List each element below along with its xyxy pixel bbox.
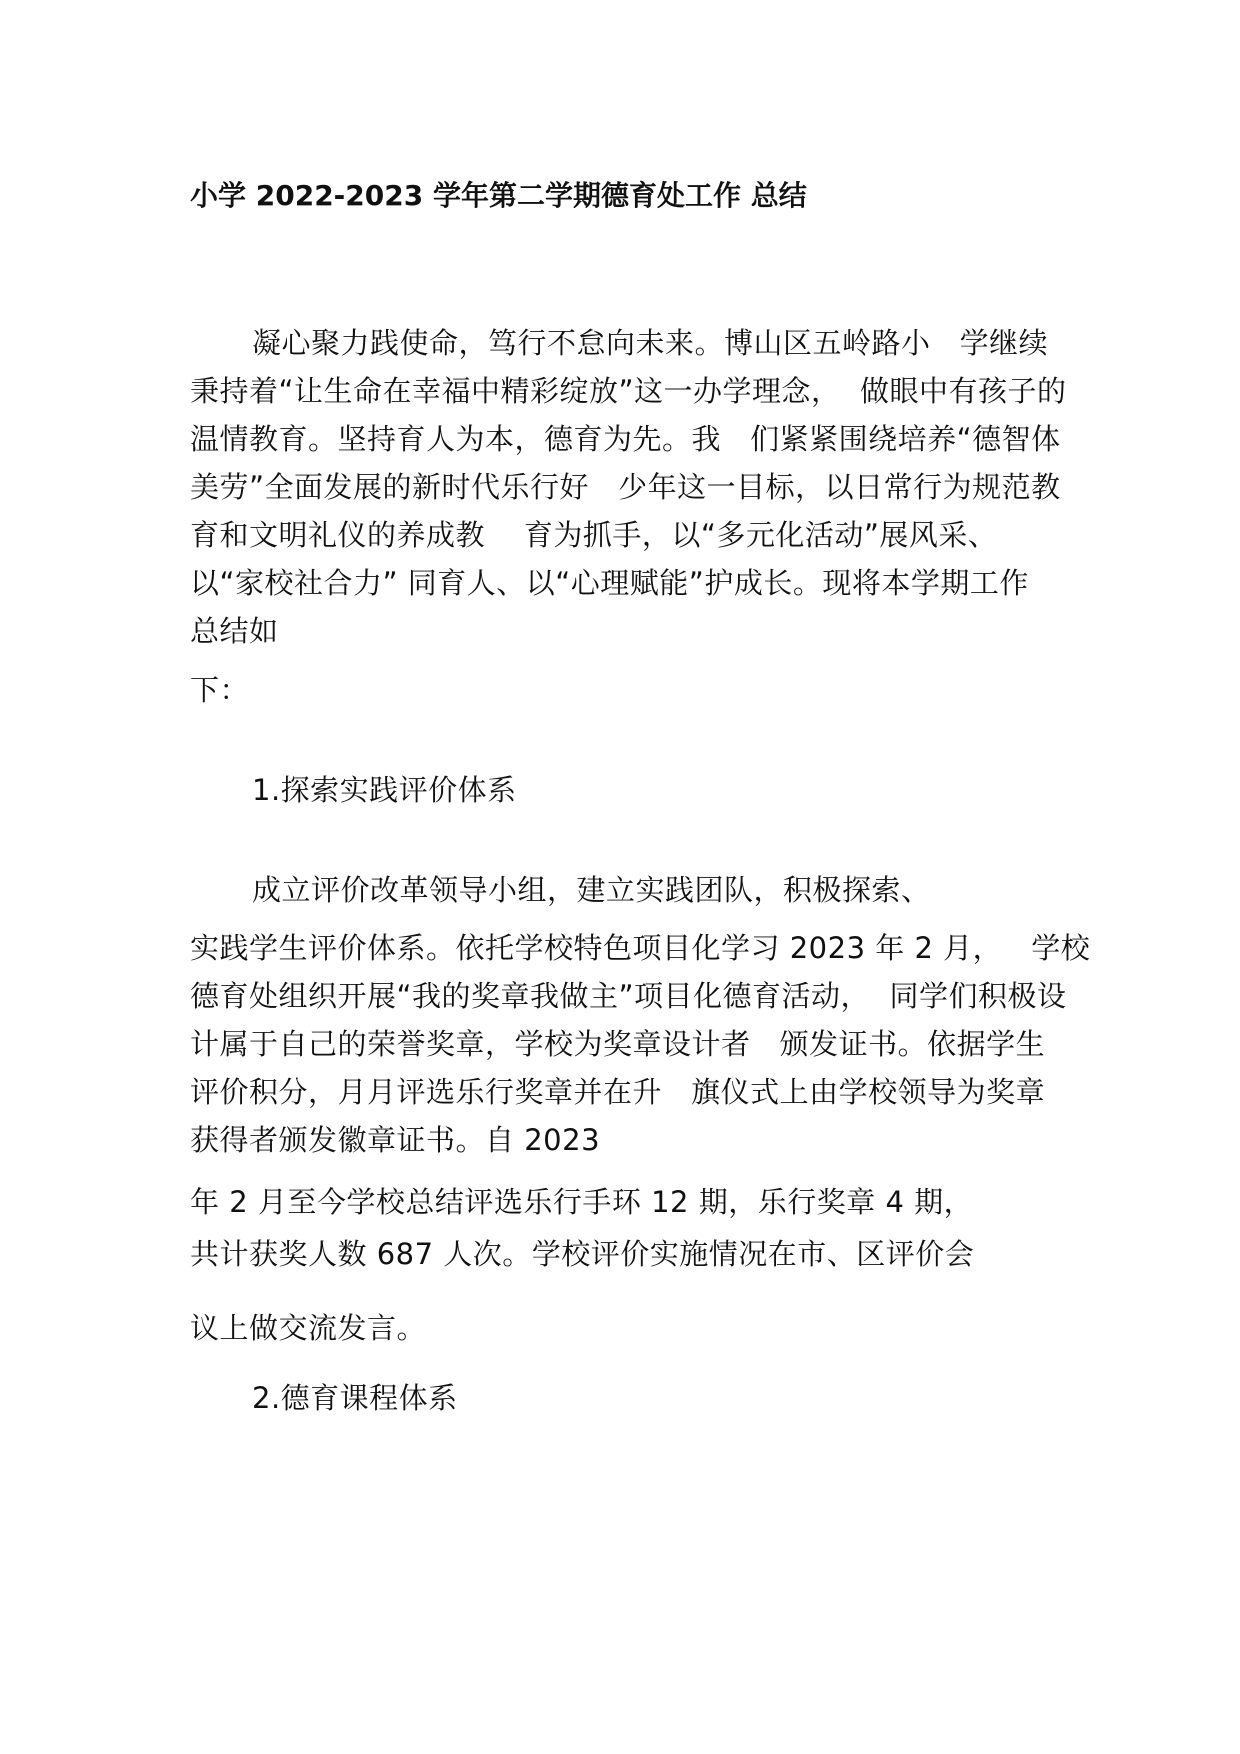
section-1-paragraph-line: 德育处组织开展“我的奖章我做主”项目化德育活动， 同学们积极设 <box>190 979 1067 1013</box>
section-1-paragraph-line: 年 2 月至今学校总结评选乐行手环 12 期，乐行奖章 4 期， <box>190 1185 974 1219</box>
intro-tail: 下： <box>190 673 250 707</box>
intro-line: 总结如 <box>190 614 279 648</box>
section-1-heading: 1.探索实践评价体系 <box>252 773 517 807</box>
section-1-paragraph-line: 议上做交流发言。 <box>190 1311 427 1345</box>
section-2-heading: 2.德育课程体系 <box>252 1381 458 1415</box>
document-title: 小学 2022-2023 学年第二学期德育处工作 总结 <box>190 179 807 212</box>
intro-line: 凝心聚力践使命，笃行不怠向未来。博山区五岭路小 学继续 <box>252 326 1049 360</box>
intro-line: 育和文明礼仪的养成教 育为抓手，以“多元化活动”展风采、 <box>190 518 998 552</box>
section-1-paragraph-line: 共计获奖人数 687 人次。学校评价实施情况在市、区评价会 <box>190 1237 975 1271</box>
intro-line: 温情教育。坚持育人为本，德育为先。我 们紧紧围绕培养“德智体 <box>190 422 1061 456</box>
intro-line: 美劳”全面发展的新时代乐行好 少年这一目标，以日常行为规范教 <box>190 470 1061 504</box>
section-1-paragraph-line: 评价积分，月月评选乐行奖章并在升 旗仪式上由学校领导为奖章 <box>190 1075 1046 1109</box>
section-1-paragraph-line: 获得者颁发徽章证书。自 2023 <box>190 1123 601 1157</box>
section-1-paragraph-line: 成立评价改革领导小组，建立实践团队，积极探索、 <box>252 873 931 907</box>
section-1-paragraph-line: 实践学生评价体系。依托学校特色项目化学习 2023 年 2 月， 学校 <box>190 931 1091 965</box>
intro-line: 以“家校社合力” 同育人、以“心理赋能”护成长。现将本学期工作 <box>190 566 1029 600</box>
intro-line: 秉持着“让生命在幸福中精彩绽放”这一办学理念， 做眼中有孩子的 <box>190 374 1067 408</box>
section-1-paragraph-line: 计属于自己的荣誉奖章，学校为奖章设计者 颁发证书。依据学生 <box>190 1027 1046 1061</box>
